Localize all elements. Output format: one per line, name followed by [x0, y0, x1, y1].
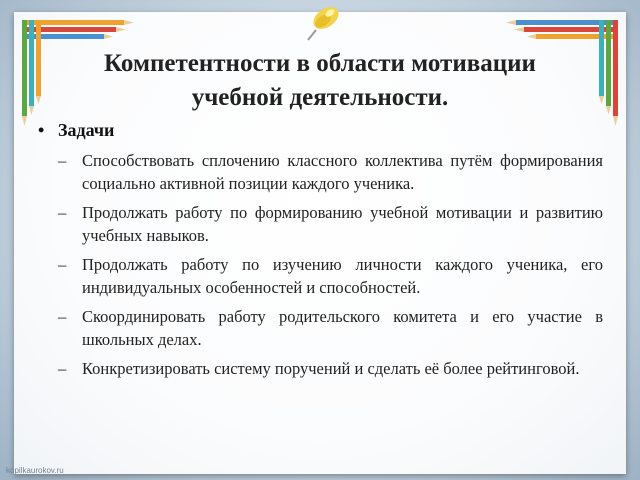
slide-title: Компетентности в области мотивации учебной деятельности. — [104, 50, 536, 111]
watermark: kopilkaurokov.ru — [6, 466, 64, 475]
list-item — [38, 305, 603, 351]
task-text: Конкретизировать систему поручений и сделать её более рейтинговой. — [82, 359, 580, 378]
dash-icon: – — [58, 307, 67, 326]
list-item — [38, 357, 603, 380]
list-item — [38, 149, 603, 195]
task-text: Продолжать работу по изучению личности каждого ученика, его индивидуальных особенностей и способностей. — [82, 255, 603, 297]
dash-icon: – — [58, 203, 67, 222]
task-text: Продолжать работу по формированию учебной мотивации и развитию учебных навыков. — [82, 203, 603, 245]
bullet-icon: • — [38, 120, 45, 140]
dash-icon: – — [58, 255, 67, 274]
tasks-heading-row — [38, 120, 603, 141]
task-text: Способствовать сплочению классного коллектива путём формирования социально активной позиции каждого ученика. — [82, 151, 603, 193]
dash-icon: – — [58, 151, 67, 170]
tasks-heading: Задачи — [58, 120, 115, 140]
tasks-section — [38, 120, 603, 386]
dash-icon: – — [58, 359, 67, 378]
tasks-list — [38, 149, 603, 380]
task-text: Скоординировать работу родительского комитета и его участие в школьных делах. — [82, 307, 603, 349]
list-item — [38, 253, 603, 299]
list-item — [38, 201, 603, 247]
pushpin-icon — [300, 0, 346, 42]
